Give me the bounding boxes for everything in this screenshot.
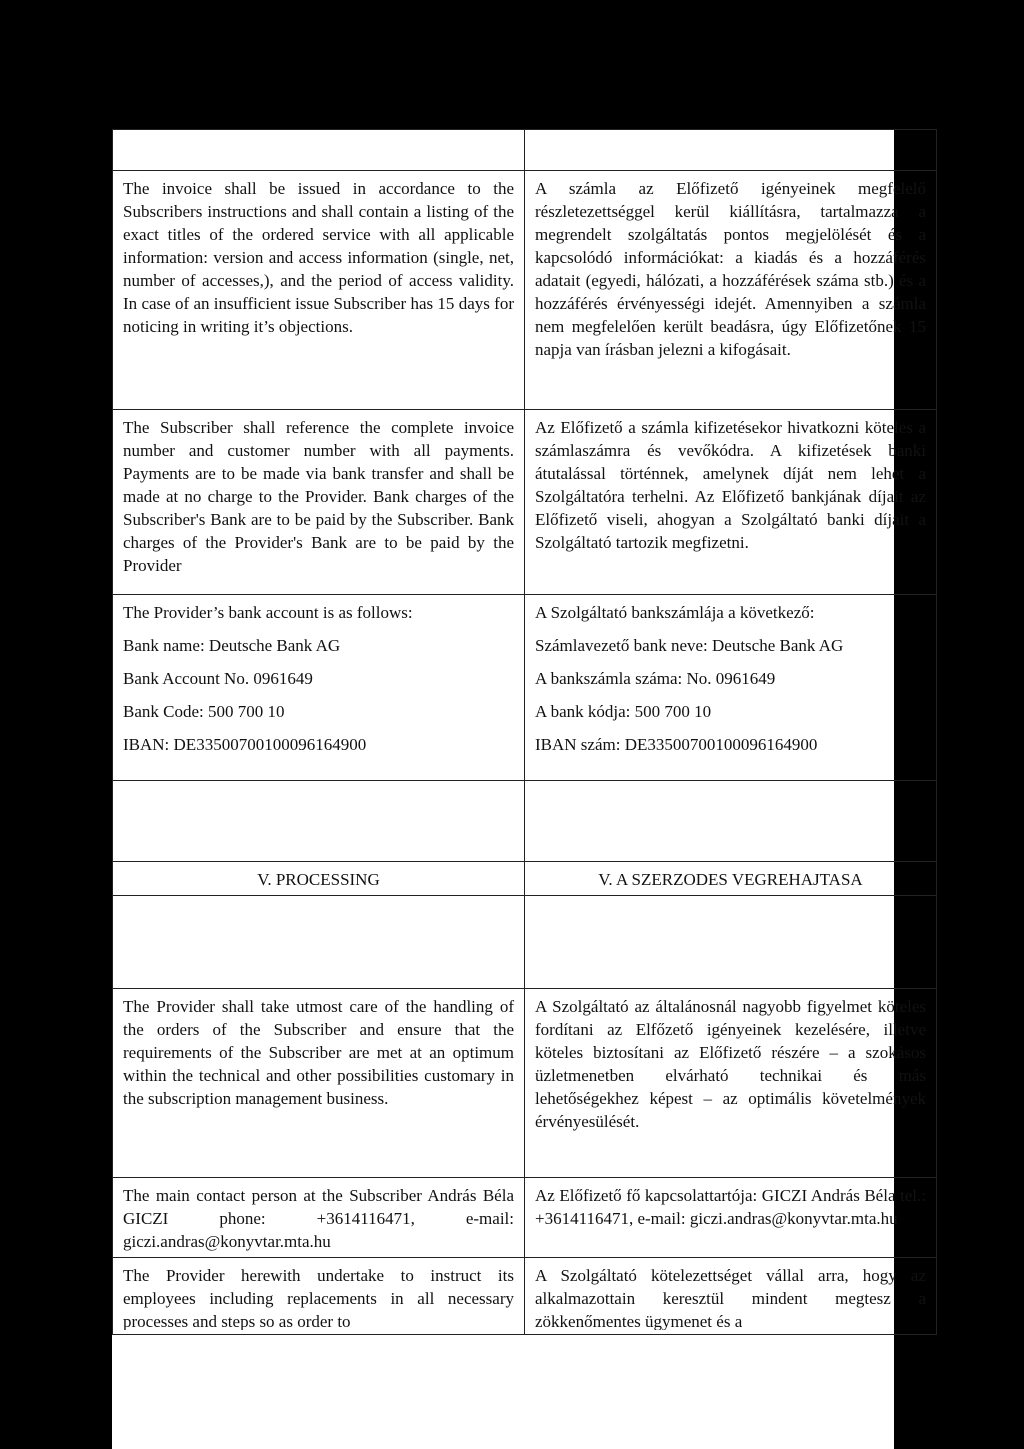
instruct-text-hu [525, 1258, 937, 1335]
instruct-text-hu-body: A Szolgáltató kötelezettséget vállal arra, hogy az alkalmazottain keresztül mindent megtesz a zökkenőmentes ügymenet és a [535, 1266, 926, 1330]
empty-cell [113, 781, 525, 862]
contact-row [113, 1178, 937, 1258]
bank-intro-hu: A Szolgáltató bankszámlája a következő: [535, 603, 815, 622]
spacer-row [113, 896, 937, 989]
bank-details-hu [525, 595, 937, 781]
empty-cell [525, 781, 937, 862]
instruct-row [113, 1258, 937, 1335]
instruct-text-en [113, 1258, 525, 1335]
empty-cell [525, 130, 937, 171]
bank-account-en: Bank Account No. 0961649 [123, 669, 313, 688]
bank-name-hu: Számlavezető bank neve: Deutsche Bank AG [535, 636, 844, 655]
care-text-en: The Provider shall take utmost care of the handling of the orders of the Subscriber and ensure that the requirements of the Subscriber are met at an optimum within the technical and other possibilities customary in the subscription management business. [113, 989, 525, 1178]
document-sheet [112, 129, 926, 1449]
care-row [113, 989, 937, 1178]
section-heading-row [113, 862, 937, 896]
section-heading-en: V. PROCESSING [113, 862, 525, 896]
empty-cell [113, 896, 525, 989]
invoice-text-hu: A számla az Előfizető igényeinek megfelelő részletezettséggel kerül kiállításra, tartalmazza a megrendelt szolgáltatás pontos megjelölését és a kapcsolódó információkat: a kiadás és a hozzáférés adatait (egyedi, hálózati, a hozzáférések száma stb.) és a hozzáférés érvényességi idejét. Amennyiben a számla nem megfelelően került beadásra, úgy Előfizetőnek 15 napja van írásban jelezni a kifogásait. [525, 171, 937, 410]
payment-text-hu: Az Előfizető a számla kifizetésekor hivatkozni köteles a számlaszámra és vevőkódra. A kifizetések banki átutalással történnek, amelynek díját nem lehet a Szolgáltatóra terhelni. Az Előfizető bankjának díjait az Előfizető viseli, ahogyan a Szolgáltató banki díjait a Szolgáltató tartozik megfizetni. [525, 410, 937, 595]
bank-account-row [113, 595, 937, 781]
contact-text-en: The main contact person at the Subscriber András Béla GICZI phone: +3614116471, e-mail: giczi.andras@konyvtar.mta.hu [113, 1178, 525, 1258]
invoice-row [113, 171, 937, 410]
bank-account-hu: A bankszámla száma: No. 0961649 [535, 669, 776, 688]
spacer-row [113, 781, 937, 862]
empty-cell [113, 130, 525, 171]
section-heading-hu: V. A SZERZODES VEGREHAJTASA [525, 862, 937, 896]
bank-iban-hu: IBAN szám: DE33500700100096164900 [535, 735, 818, 754]
bank-details-en [113, 595, 525, 781]
instruct-text-en-body: The Provider herewith undertake to instruct its employees including replacements in all necessary processes and steps so as order to [123, 1266, 514, 1330]
bilingual-contract-table [112, 129, 937, 1335]
bank-intro-en: The Provider’s bank account is as follows: [123, 603, 413, 622]
bank-code-en: Bank Code: 500 700 10 [123, 702, 285, 721]
care-text-hu: A Szolgáltató az általánosnál nagyobb figyelmet köteles fordítani az Elfőzető igényeinek kezelésére, illetve köteles biztosítani az Előfizető részére – a szokásos üzletmenetben elvárható technikai és más lehetőségekhez képest – az optimális követelmények érvényesülését. [525, 989, 937, 1178]
empty-cell [525, 896, 937, 989]
empty-header-row [113, 130, 937, 171]
contact-text-hu: Az Előfizető fő kapcsolattartója: GICZI András Béla tel.: +3614116471, e-mail: giczi.andras@konyvtar.mta.hu [525, 1178, 937, 1258]
bank-iban-en: IBAN: DE33500700100096164900 [123, 735, 367, 754]
payment-row [113, 410, 937, 595]
bank-name-en: Bank name: Deutsche Bank AG [123, 636, 341, 655]
bank-code-hu: A bank kódja: 500 700 10 [535, 702, 712, 721]
payment-text-en: The Subscriber shall reference the complete invoice number and customer number with all payments. Payments are to be made via bank transfer and shall be made at no charge to the Provider. Bank charges of the Subscriber's Bank are to be paid by the Subscriber. Bank charges of the Provider's Bank are to be paid by the Provider [113, 410, 525, 595]
invoice-text-en: The invoice shall be issued in accordance to the Subscribers instructions and shall contain a listing of the exact titles of the ordered service with all applicable information: version and access information (single, net, number of accesses,), and the period of access validity. In case of an insufficient issue Subscriber has 15 days for noticing in writing it’s objections. [113, 171, 525, 410]
